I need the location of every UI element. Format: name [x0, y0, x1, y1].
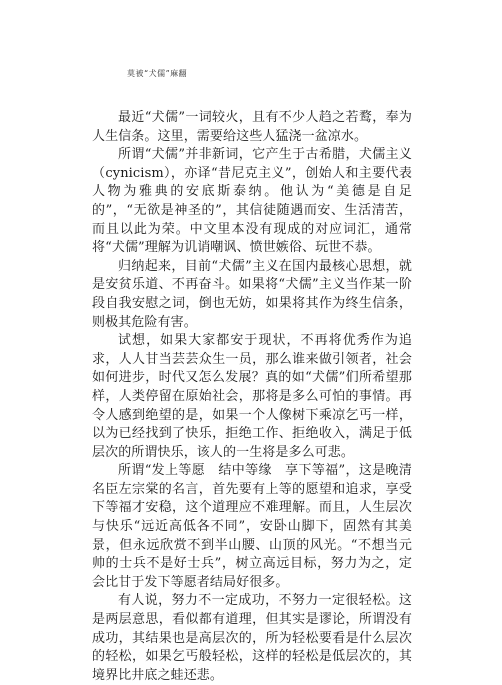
paragraph: 有人说，努力不一定成功，不努力一定很轻松。这是两层意思，看似都有道理，但其实是谬论，所谓没有成功，其结果也是高层次的，所为轻松要看是什么层次的轻松，如果乞丐般轻松，这样的轻松是低层次的，其境界比井底之蛙还悲。	[92, 593, 412, 683]
paragraph: 所谓“犬儒”并非新词，它产生于古希腊，犬儒主义（cynicism），亦译“昔尼克主义”，创始人和主要代表人物为雅典的安底斯泰纳。他认为“美德是自足的”，“无欲是神圣的”，其信徒随遇而安、生活清苦，而且以此为荣。中文里本没有现成的对应词汇，通常将“犬儒”理解为讥诮嘲讽、愤世嫉俗、玩世不恭。	[92, 147, 412, 256]
paragraph: 所谓“发上等愿 结中等缘 享下等福”，这是晚清名臣左宗棠的名言，首先要有上等的愿望和追求，享受下等福才安稳，这个道理应不难理解。而且，人生层次与快乐“远近高低各不同”，安卧山脚下，固然有其美景，但永远欣赏不到半山腰、山顶的风光。“不想当元帅的士兵不是好士兵”，树立高远目标，努力为之，定会比甘于发下等愿者结局好很多。	[92, 463, 412, 590]
document-body	[92, 109, 412, 685]
paragraph: 最近“犬儒”一词较火，且有不少人趋之若鹜，奉为人生信条。这里，需要给这些人猛浇一盆凉水。	[92, 110, 412, 144]
document-title: 莫被“犬儒”麻翻	[127, 69, 188, 78]
paragraph: 试想，如果大家都安于现状，不再将优秀作为追求，人人甘当芸芸众生一员，那么谁来做引领者，社会如何进步，时代又怎么发展？真的如“犬儒”们所希望那样，人类停留在原始社会，那将是多么可怕的事情。再令人感到绝望的是，如果一个人像树下乘凉乞丐一样，以为已经找到了快乐，拒绝工作、拒绝收入，满足于低层次的所谓快乐，该人的一生将是多么可悲。	[92, 333, 412, 460]
paragraph: 归纳起来，目前“犬儒”主义在国内最核心思想，就是安贫乐道、不再奋斗。如果将“犬儒”主义当作某一阶段自我安慰之词，倒也无妨，如果将其作为终生信条，则极其危险有害。	[92, 258, 412, 330]
